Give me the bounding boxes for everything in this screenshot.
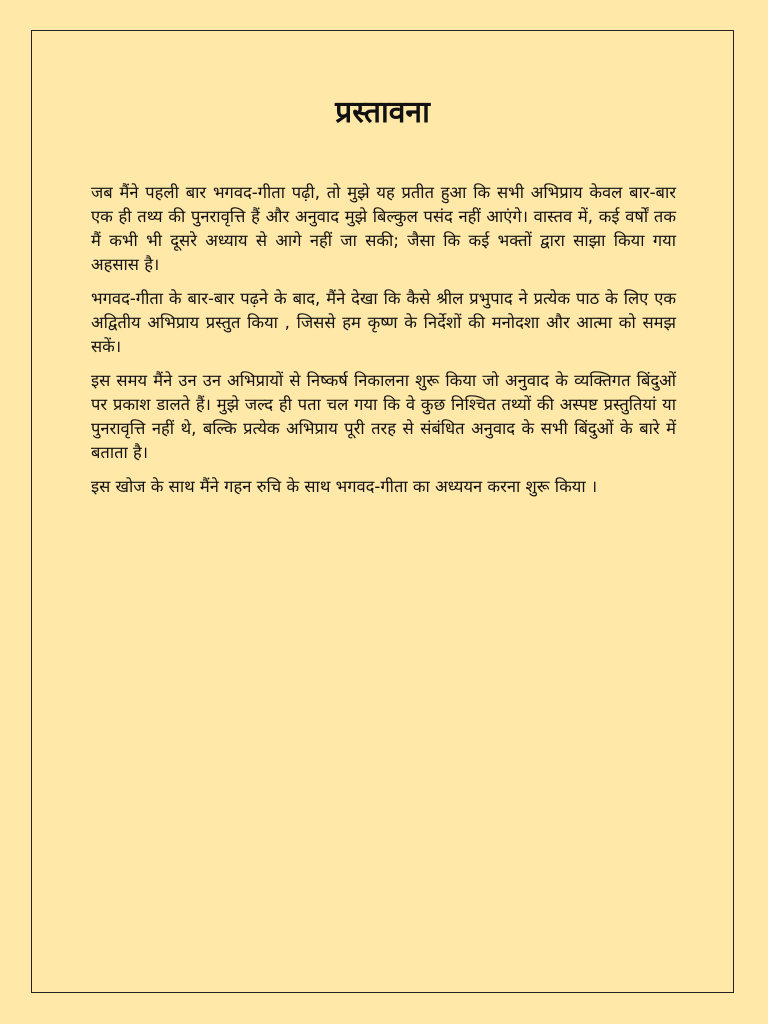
body-text xyxy=(91,181,676,509)
paragraph-2: भगवद-गीता के बार-बार पढ़ने के बाद, मैंने देखा कि कैसे श्रील प्रभुपाद ने प्रत्येक पाठ के लिए एक अद्वितीय अभिप्राय प्रस्तुत किया , जिससे हम कृष्ण के निर्देशों की मनोदशा और आत्मा को समझ सकें। xyxy=(91,289,676,356)
paragraph-4: इस खोज के साथ मैंने गहन रुचि के साथ भगवद-गीता का अध्ययन करना शुरू किया । xyxy=(91,477,598,496)
page-title: प्रस्तावना xyxy=(335,95,430,130)
paragraph-3: इस समय मैंने उन उन अभिप्रायों से निष्कर्ष निकालना शुरू किया जो अनुवाद के व्यक्तिगत बिंदुओं पर प्रकाश डालते हैं। मुझे जल्द ही पता चल गया कि वे कुछ निश्चित तथ्यों की अस्पष्ट प्रस्तुतियां या पुनरावृत्ति नहीं थे, बल्कि प्रत्येक अभिप्राय पूरी तरह से संबंधित अनुवाद के सभी बिंदुओं के बारे में बताता है। xyxy=(91,371,676,462)
page-border xyxy=(31,30,734,993)
paragraph-1: जब मैंने पहली बार भगवद-गीता पढ़ी, तो मुझे यह प्रतीत हुआ कि सभी अभिप्राय केवल बार-बार एक ही तथ्य की पुनरावृत्ति हैं और अनुवाद मुझे बिल्कुल पसंद नहीं आएंगे। वास्तव में, कई वर्षों तक मैं कभी भी दूसरे अध्याय से आगे नहीं जा सकी; जैसा कि कई भक्तों द्वारा साझा किया गया अहसास है। xyxy=(91,183,676,274)
